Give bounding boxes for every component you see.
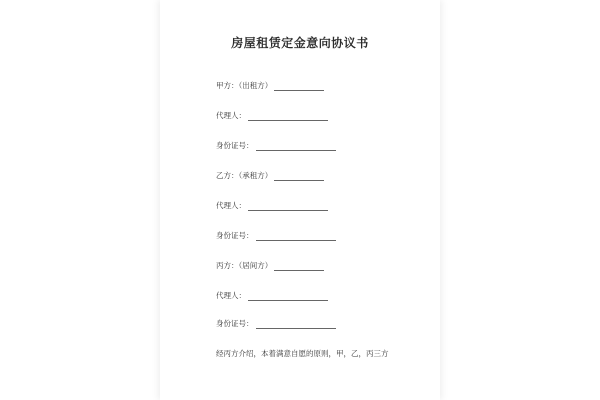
party-a-label: 甲方：（出租方）	[216, 81, 273, 90]
party-c-agent-blank-line	[248, 293, 328, 301]
party-c-agent-label: 代理人：	[216, 291, 246, 300]
party-a-agent-blank-line	[248, 113, 328, 121]
party-c-blank-line	[274, 263, 324, 271]
party-b-field	[216, 170, 324, 181]
party-a-id-field	[216, 140, 336, 151]
party-b-agent-blank-line	[248, 203, 328, 211]
party-b-agent-field	[216, 200, 328, 211]
party-b-blank-line	[274, 173, 324, 181]
party-c-id-label: 身份证号：	[216, 319, 254, 328]
intro-paragraph: 经丙方介绍，本着满意自愿的原则，甲，乙，丙三方	[216, 349, 389, 358]
document-title: 房屋租赁定金意向协议书	[231, 36, 369, 50]
party-c-agent-field	[216, 290, 328, 301]
party-b-label: 乙方：（承租方）	[216, 171, 273, 180]
party-a-blank-line	[274, 83, 324, 91]
party-b-id-blank-line	[256, 233, 336, 241]
party-a-agent-field	[216, 110, 328, 121]
party-c-id-field	[216, 318, 336, 329]
party-c-label: 丙方：（居间方）	[216, 261, 273, 270]
party-a-agent-label: 代理人：	[216, 111, 246, 120]
party-b-id-field	[216, 230, 336, 241]
party-b-agent-label: 代理人：	[216, 201, 246, 210]
party-c-id-blank-line	[256, 321, 336, 329]
party-a-field	[216, 80, 324, 91]
party-a-id-label: 身份证号：	[216, 141, 254, 150]
party-b-id-label: 身份证号：	[216, 231, 254, 240]
party-a-id-blank-line	[256, 143, 336, 151]
document-page	[160, 0, 440, 400]
party-c-field	[216, 260, 324, 271]
